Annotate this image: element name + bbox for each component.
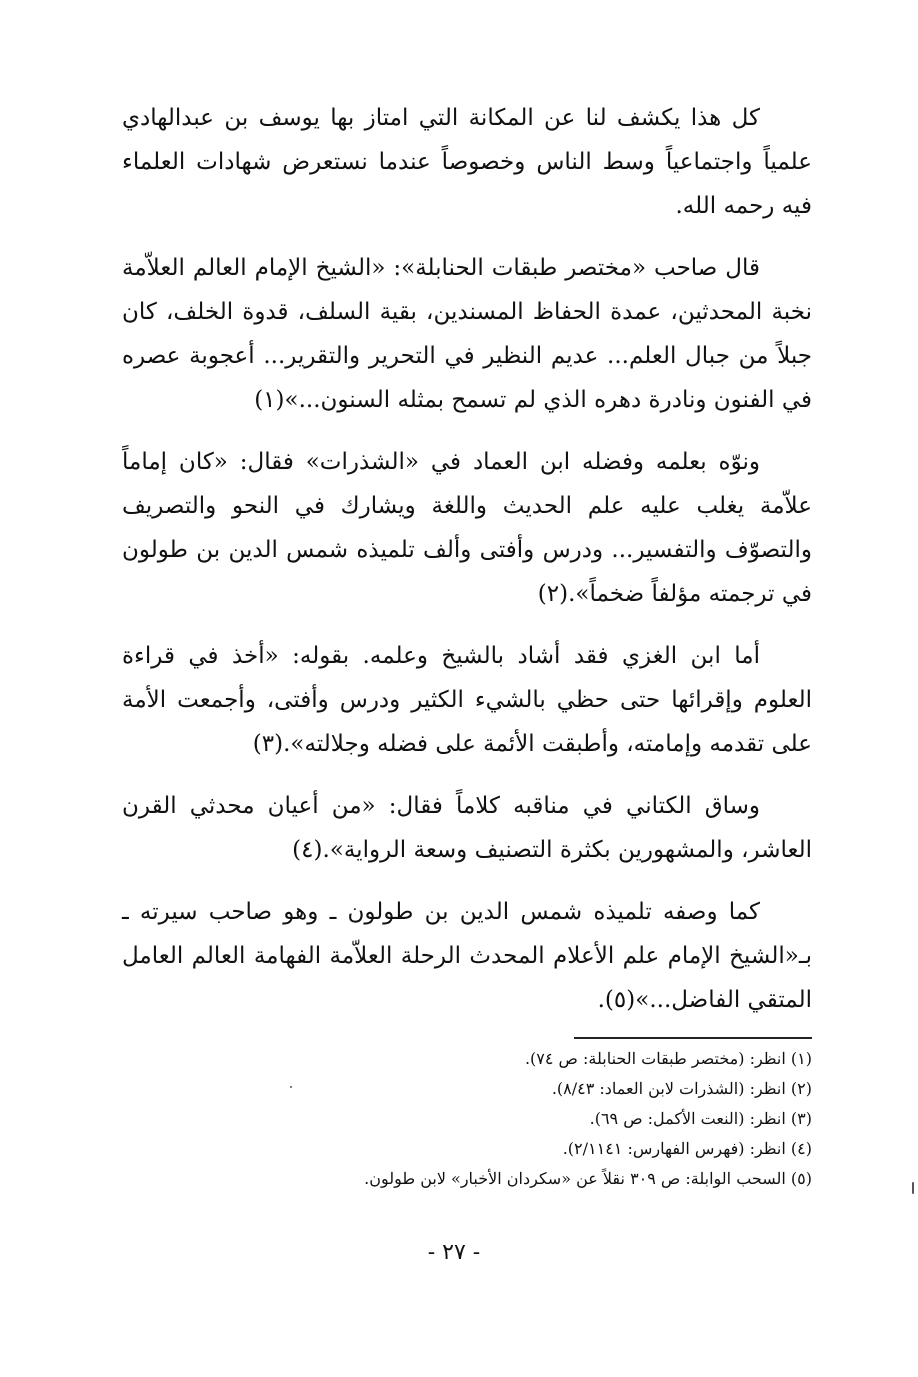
paragraph-6: كما وصفه تلميذه شمس الدين بن طولون ـ وهو صاحب سيرته ـ بـ«الشيخ الإمام علم الأعلام المحدث الرحلة العلاّمة الفهامة العالم العامل المتقي الفاضل...»(٥).	[122, 899, 812, 1013]
paragraph-4: أما ابن الغزي فقد أشاد بالشيخ وعلمه. بقوله: «أخذ في قراءة العلوم وإقرائها حتى حظي بالشيء الكثير ودرس وأفتى، وأجمعت الأمة على تقدمه وإمامته، وأطبقت الأئمة على فضله وجلالته».(٣)	[122, 643, 812, 757]
scan-speck	[290, 1086, 292, 1088]
main-text	[122, 96, 812, 1040]
footnote-1: (١) انظر: (مختصر طبقات الحنابلة: ص ٧٤).	[524, 1049, 812, 1068]
page-number: - ٢٧ -	[427, 1240, 481, 1265]
scan-speck	[912, 1182, 914, 1194]
footnote-5: (٥) السحب الوابلة: ص ٣٠٩ نقلاً عن «سكردان الأخبار» لابن طولون.	[364, 1169, 812, 1188]
paragraph-2: قال صاحب «مختصر طبقات الحنابلة»: «الشيخ الإمام العالم العلاّمة نخبة المحدثين، عمدة الحفاظ المسندين، بقية السلف، قدوة الخلف، كان جبلاً من جبال العلم... عديم النظير في التحرير والتقرير... أعجوبة عصره في الفنون ونادرة دهره الذي لم تسمح بمثله السنون...»(١)	[122, 255, 812, 413]
paragraph-5: وساق الكتاني في مناقبه كلاماً فقال: «من أعيان محدثي القرن العاشر، والمشهورين بكثرة التصنيف وسعة الرواية».(٤)	[122, 793, 812, 863]
footnote-3: (٣) انظر: (النعت الأكمل: ص ٦٩).	[589, 1109, 812, 1128]
footnote-2: (٢) انظر: (الشذرات لابن العماد: ٨/٤٣).	[551, 1079, 812, 1098]
footnotes	[200, 1044, 812, 1194]
paragraph-1: كل هذا يكشف لنا عن المكانة التي امتاز بها يوسف بن عبدالهادي علمياً واجتماعياً وسط الناس وخصوصاً عندما نستعرض شهادات العلماء فيه رحمه الله.	[122, 105, 812, 219]
footnote-4: (٤) انظر: (فهرس الفهارس: ٢/١١٤١).	[562, 1139, 812, 1158]
footnote-separator	[574, 1037, 812, 1039]
paragraph-3: ونوّه بعلمه وفضله ابن العماد في «الشذرات» فقال: «كان إماماً علاّمة يغلب عليه علم الحديث واللغة ويشارك في النحو والتصريف والتصوّف والتفسير... ودرس وأفتى وألف تلميذه شمس الدين بن طولون في ترجمته مؤلفاً ضخماً».(٢)	[122, 449, 812, 607]
